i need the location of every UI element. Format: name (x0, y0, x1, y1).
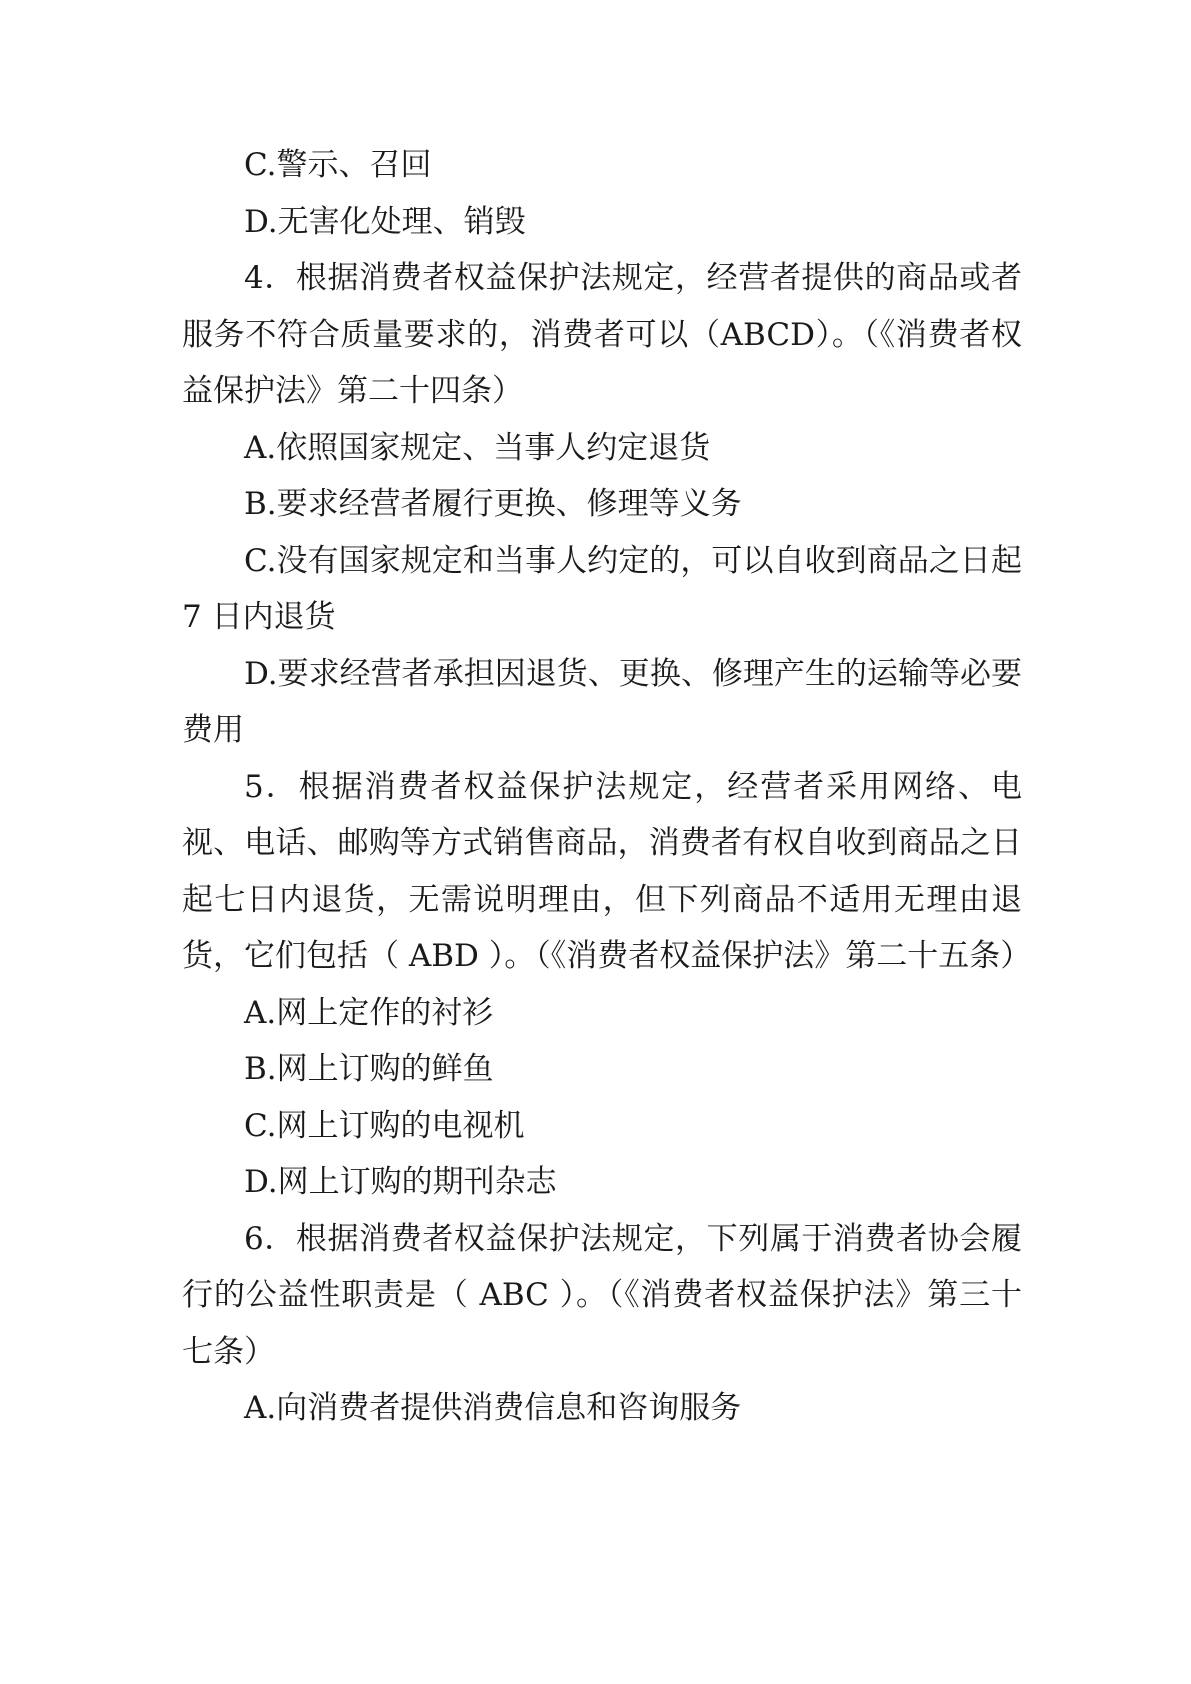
question-6-option-a: A.向消费者提供消费信息和咨询服务 (244, 1390, 742, 1426)
question-4: 4．根据消费者权益保护法规定，经营者提供的商品或者服务不符合质量要求的，消费者可以（ABCD）。（《消费者权益保护法》第二十四条） (182, 260, 1022, 409)
question-5-option-c: C.网上订购的电视机 (244, 1107, 525, 1144)
question-4-option-d: D.要求经营者承担因退货、更换、修理产生的运输等必要费用 (182, 655, 1022, 748)
document-page (182, 137, 1032, 1437)
question-5: 5．根据消费者权益保护法规定，经营者采用网络、电视、电话、邮购等方式销售商品，消费者有权自收到商品之日起七日内退货，无需说明理由，但下列商品不适用无理由退货，它们包括（ ABD ）。（《消费者权益保护法》第二十五条） (182, 768, 1032, 974)
option-c-warning-recall: C.警示、召回 (244, 147, 432, 183)
question-5-option-d: D.网上订购的期刊杂志 (244, 1164, 557, 1200)
question-4-option-c: C.没有国家规定和当事人约定的，可以自收到商品之日起 7 日内退货 (182, 542, 1022, 635)
question-6: 6．根据消费者权益保护法规定，下列属于消费者协会履行的公益性职责是（ ABC ）。（《消费者权益保护法》第三十七条） (182, 1220, 1022, 1370)
question-4-option-a: A.依照国家规定、当事人约定退货 (244, 429, 711, 466)
option-d-harmless-disposal: D.无害化处理、销毁 (244, 203, 526, 240)
question-5-option-a: A.网上定作的衬衫 (244, 994, 494, 1031)
question-5-option-b: B.网上订购的鲜鱼 (244, 1051, 494, 1087)
question-4-option-b: B.要求经营者履行更换、修理等义务 (244, 486, 742, 522)
